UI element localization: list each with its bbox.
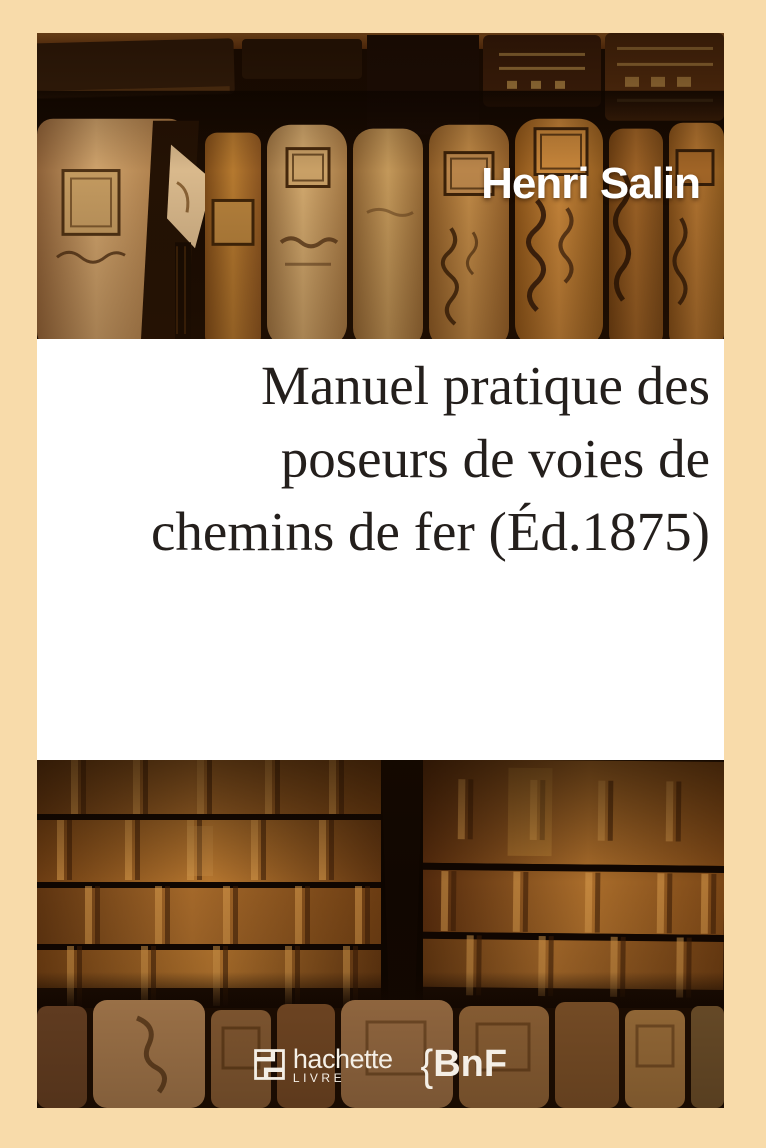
title-line-2: poseurs de voies de <box>280 428 710 489</box>
title-band <box>37 339 724 760</box>
publisher-bar <box>37 1042 724 1091</box>
bottom-photo-bookstacks <box>37 760 724 1108</box>
bnf-logo <box>420 1042 508 1091</box>
hachette-livre-label: LIVRE <box>292 1071 346 1085</box>
book-title <box>55 349 710 568</box>
bnf-wordmark: BnF <box>433 1043 508 1085</box>
title-line-1: Manuel pratique des <box>260 355 710 416</box>
hachette-square-h-icon <box>254 1049 285 1080</box>
author-name: Henri Salin <box>481 159 700 208</box>
hachette-livre-logo <box>254 1044 393 1085</box>
title-line-3: chemins de fer (Éd.1875) <box>151 501 710 562</box>
hachette-wordmark <box>292 1044 393 1085</box>
hachette-name: hachette <box>292 1044 393 1074</box>
top-photo-bookshelf <box>37 33 724 339</box>
bnf-brace-glyph: { <box>420 1042 434 1091</box>
